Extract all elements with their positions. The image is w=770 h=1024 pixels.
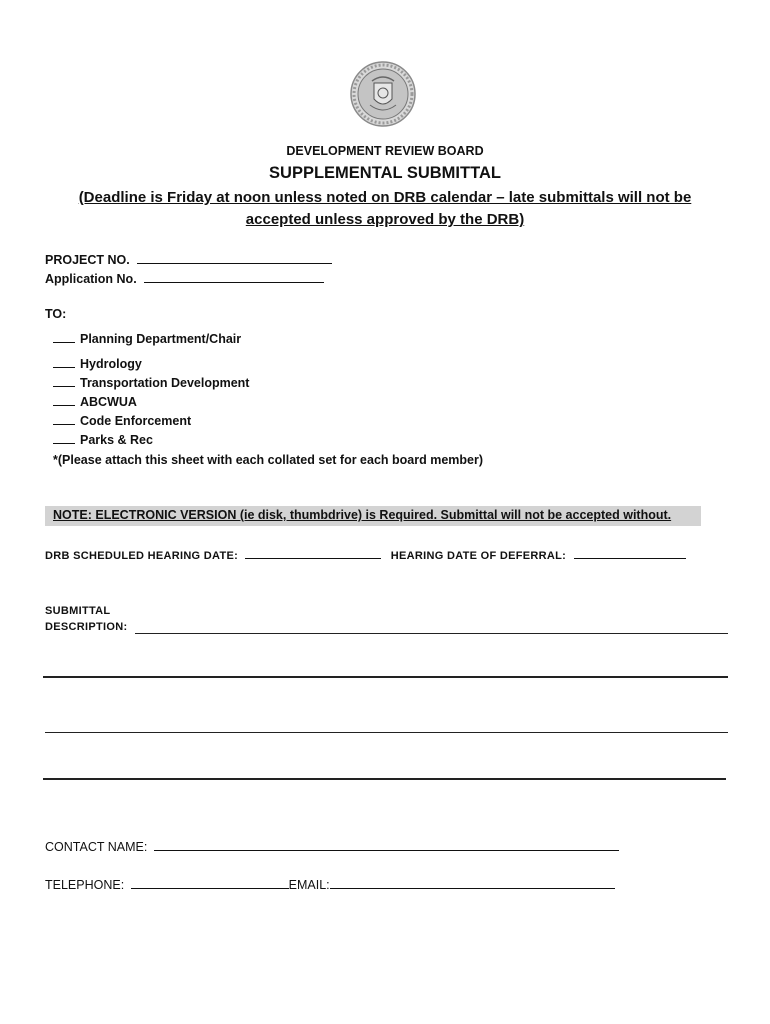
checkbox-blank[interactable]	[53, 395, 75, 406]
to-item-planning	[53, 332, 241, 346]
to-item-parks-rec	[53, 433, 153, 447]
to-item-label: ABCWUA	[80, 395, 137, 409]
attach-note: *(Please attach this sheet with each collated set for each board member)	[53, 453, 483, 467]
contact-name-field[interactable]	[154, 838, 619, 851]
form-title: SUPPLEMENTAL SUBMITTAL	[269, 164, 501, 182]
telephone-email-row	[45, 876, 615, 892]
email-label: EMAIL:	[288, 878, 330, 892]
city-seal-logo	[350, 61, 416, 127]
deadline-line-1: (Deadline is Friday at noon unless noted on DRB calendar – late submittals will not be	[78, 189, 692, 206]
checkbox-blank[interactable]	[53, 376, 75, 387]
email-field[interactable]	[330, 876, 615, 889]
to-item-hydrology	[53, 357, 142, 371]
scheduled-hearing-field[interactable]	[245, 546, 381, 559]
to-item-transportation	[53, 376, 249, 390]
description-line-1[interactable]	[135, 633, 728, 634]
to-item-label: Parks & Rec	[80, 433, 153, 447]
application-no-label: Application No.	[45, 272, 137, 286]
scheduled-hearing-label: DRB SCHEDULED HEARING DATE:	[45, 550, 239, 562]
description-line-2[interactable]	[43, 676, 728, 678]
to-item-code-enforcement	[53, 414, 191, 428]
submittal-label-line-2: DESCRIPTION:	[45, 621, 128, 633]
to-item-label: Code Enforcement	[80, 414, 192, 428]
description-line-4[interactable]	[43, 778, 726, 780]
deadline-notice	[0, 187, 770, 231]
to-label: TO:	[45, 307, 67, 321]
description-line-3[interactable]	[45, 732, 728, 733]
checkbox-blank[interactable]	[53, 332, 75, 343]
contact-name-label: CONTACT NAME:	[45, 840, 148, 854]
hearing-row	[45, 546, 686, 562]
to-item-label: Planning Department/Chair	[80, 332, 242, 346]
telephone-field[interactable]	[131, 876, 289, 889]
board-name: DEVELOPMENT REVIEW BOARD	[286, 144, 484, 158]
electronic-note: NOTE: ELECTRONIC VERSION (ie disk, thumbdrive) is Required. Submittal will not be accepted without.	[53, 508, 672, 522]
deferral-hearing-field[interactable]	[574, 546, 686, 559]
project-no-field[interactable]	[137, 251, 332, 264]
submittal-label-line-1: SUBMITTAL	[45, 605, 111, 617]
deferral-hearing-label: HEARING DATE OF DEFERRAL:	[390, 550, 567, 562]
checkbox-blank[interactable]	[53, 357, 75, 368]
project-no-label: PROJECT NO.	[45, 253, 130, 267]
to-item-label: Transportation Development	[80, 376, 250, 390]
application-no-row	[45, 270, 324, 286]
to-item-abcwua	[53, 395, 137, 409]
application-no-field[interactable]	[144, 270, 324, 283]
contact-name-row	[45, 838, 619, 854]
telephone-label: TELEPHONE:	[45, 878, 125, 892]
checkbox-blank[interactable]	[53, 414, 75, 425]
project-no-row	[45, 251, 332, 267]
deadline-line-2: accepted unless approved by the DRB)	[245, 211, 525, 228]
checkbox-blank[interactable]	[53, 433, 75, 444]
to-item-label: Hydrology	[80, 357, 142, 371]
